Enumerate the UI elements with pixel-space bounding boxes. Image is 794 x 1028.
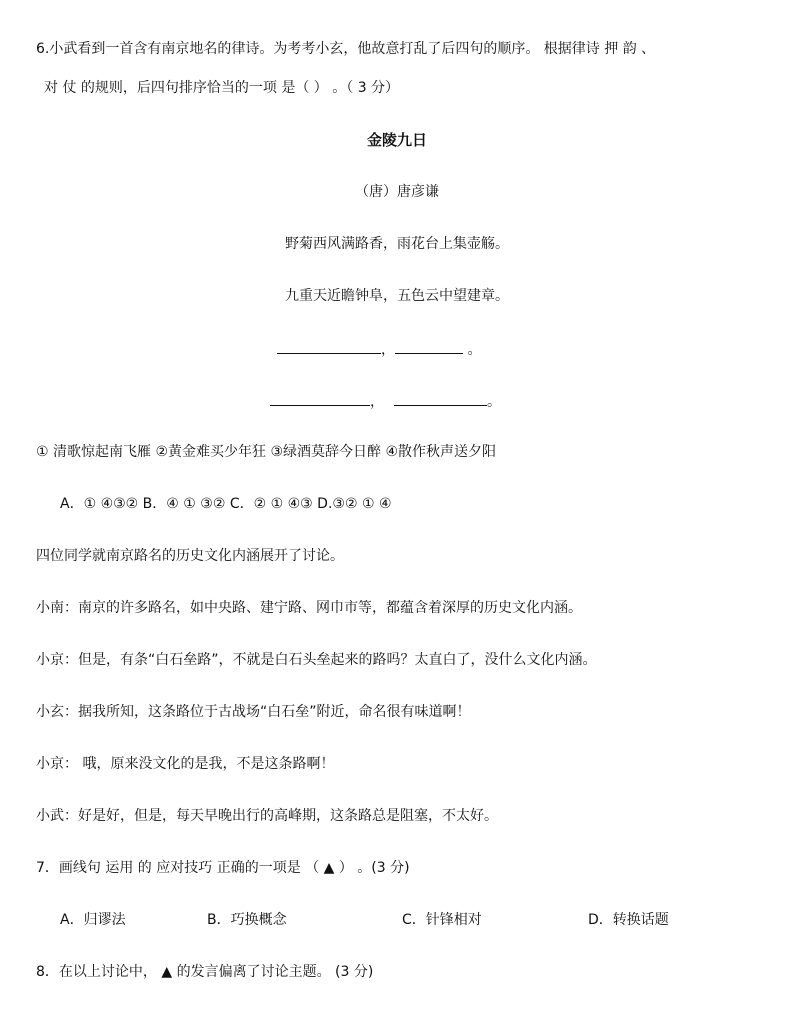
question-7-stem: 7．画线句 运用 的 应对技巧 正确的一项是 （ ▲ ） 。(3 分) (36, 860, 410, 876)
answer-blank (277, 339, 381, 354)
poem-title: 金陵九日 (366, 131, 427, 149)
question-6-line-1: 6.小武看到一首含有南京地名的律诗。为考考小玄，他故意打乱了后四句的顺序。 根据律诗 押 韵 、 (36, 41, 656, 57)
poem-blank-end: 。 (487, 394, 501, 410)
question-8-stem: 8．在以上讨论中， ▲ 的发言偏离了讨论主题。 (3 分) (36, 964, 374, 980)
answer-blank (394, 391, 487, 406)
discussion-line: 小玄：据我所知，这条路位于古战场“白石垒”附近，命名很有味道啊！ (36, 704, 471, 720)
answer-blank (395, 339, 463, 354)
discussion-line: 小南：南京的许多路名，如中央路、建宁路、网巾市等，都蕴含着深厚的历史文化内涵。 (36, 600, 582, 616)
poem-blank-comma: ， (370, 394, 384, 410)
poem-choices: ① 清歌惊起南飞雁 ②黄金难买少年狂 ③绿酒莫辞今日醉 ④散作秋声送夕阳 (36, 444, 497, 460)
poem-author: （唐）唐彦谦 (355, 184, 439, 200)
poem-blank-line-4 (270, 391, 501, 412)
poem-blank-comma: ， (381, 342, 395, 358)
question-7-option-a: A．归谬法 (60, 912, 126, 928)
question-6-options: A．① ④③② B．④ ① ③② C．② ① ④③ D.③② ① ④ (60, 496, 392, 512)
poem-line-2: 九重天近瞻钟阜，五色云中望建章。 (285, 288, 509, 304)
answer-blank (270, 391, 370, 406)
discussion-line: 小京：但是，有条“白石垒路”，不就是白石头垒起来的路吗？太直白了，没什么文化内涵。 (36, 652, 597, 668)
poem-blank-line-3 (277, 339, 481, 360)
question-6-line-2: 对 仗 的规则，后四句排序恰当的一项 是（ ） 。（ 3 分） (44, 80, 400, 96)
discussion-line: 小武：好是好，但是，每天早晚出行的高峰期，这条路总是阻塞，不太好。 (36, 808, 498, 824)
discussion-line: 小京： 哦，原来没文化的是我，不是这条路啊！ (36, 756, 335, 772)
discussion-intro: 四位同学就南京路名的历史文化内涵展开了讨论。 (36, 548, 344, 564)
question-7-option-b: B．巧换概念 (207, 912, 287, 928)
question-7-option-c: C．针锋相对 (402, 912, 482, 928)
poem-blank-end: 。 (463, 342, 482, 358)
poem-line-1: 野菊西风满路香，雨花台上集壶觞。 (285, 236, 509, 252)
question-7-option-d: D．转换话题 (588, 912, 669, 928)
